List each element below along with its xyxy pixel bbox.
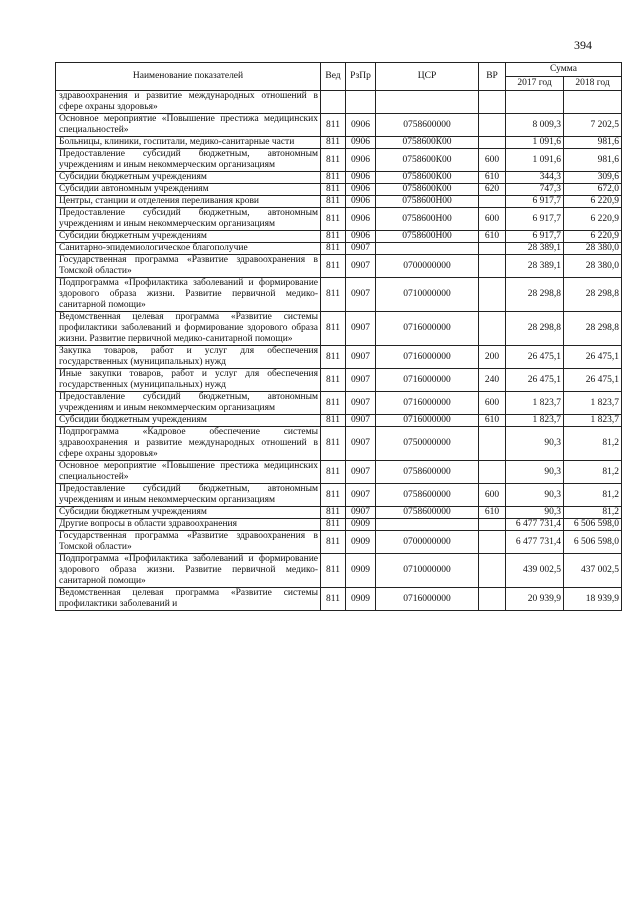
cell-vr (479, 588, 506, 611)
cell-2018: 28 380,0 (564, 255, 622, 278)
cell-ved: 811 (321, 519, 346, 531)
cell-2017: 26 475,1 (506, 346, 564, 369)
cell-2017: 344,3 (506, 172, 564, 184)
cell-vr (479, 243, 506, 255)
cell-name: Больницы, клиники, госпитали, медико-санитарные части (56, 137, 321, 149)
header-ved: Вед (321, 63, 346, 91)
cell-csr: 0700000000 (376, 255, 479, 278)
cell-2018: 1 823,7 (564, 415, 622, 427)
cell-name: Закупка товаров, работ и услуг для обеспечения государственных (муниципальных) нужд (56, 346, 321, 369)
cell-name: Подпрограмма «Профилактика заболеваний и формирование здорового образа жизни. Развитие первичной медико-санитарной помощи» (56, 554, 321, 588)
cell-2018: 81,2 (564, 484, 622, 507)
cell-rzpr: 0906 (346, 208, 376, 231)
cell-rzpr: 0906 (346, 231, 376, 243)
cell-vr (479, 461, 506, 484)
cell-2017: 28 298,8 (506, 278, 564, 312)
cell-rzpr: 0907 (346, 392, 376, 415)
cell-2017: 6 477 731,4 (506, 531, 564, 554)
cell-rzpr: 0906 (346, 137, 376, 149)
cell-csr: 0758600Н00 (376, 196, 479, 208)
cell-2018: 6 220,9 (564, 196, 622, 208)
cell-2017: 90,3 (506, 507, 564, 519)
table-row (56, 588, 622, 611)
cell-2018: 7 202,5 (564, 114, 622, 137)
cell-ved: 811 (321, 231, 346, 243)
cell-2018: 18 939,9 (564, 588, 622, 611)
table-row (56, 231, 622, 243)
cell-vr: 600 (479, 392, 506, 415)
cell-2017: 90,3 (506, 484, 564, 507)
cell-2018 (564, 91, 622, 114)
cell-rzpr: 0907 (346, 255, 376, 278)
cell-vr (479, 137, 506, 149)
cell-name: здравоохранения и развитие международных отношений в сфере охраны здоровья» (56, 91, 321, 114)
cell-name: Подпрограмма «Профилактика заболеваний и формирование здорового образа жизни. Развитие первичной медико-санитарной помощи» (56, 278, 321, 312)
cell-csr: 0758600К00 (376, 172, 479, 184)
cell-2018: 6 220,9 (564, 208, 622, 231)
cell-csr: 0716000000 (376, 588, 479, 611)
cell-2018: 672,0 (564, 184, 622, 196)
cell-name: Ведомственная целевая программа «Развитие системы профилактики заболеваний и формирование здорового образа жизни. Развитие первичной медико-санитарной помощи» (56, 312, 321, 346)
cell-csr: 0758600К00 (376, 184, 479, 196)
table-row (56, 461, 622, 484)
cell-name: Субсидии бюджетным учреждениям (56, 415, 321, 427)
table-row (56, 114, 622, 137)
table-row (56, 415, 622, 427)
cell-2017: 6 917,7 (506, 231, 564, 243)
cell-2018: 26 475,1 (564, 369, 622, 392)
cell-ved: 811 (321, 554, 346, 588)
cell-csr: 0758600К00 (376, 137, 479, 149)
cell-ved: 811 (321, 507, 346, 519)
cell-ved: 811 (321, 427, 346, 461)
cell-2017 (506, 91, 564, 114)
header-csr: ЦСР (376, 63, 479, 91)
table-row (56, 243, 622, 255)
cell-csr: 0758600К00 (376, 149, 479, 172)
cell-name: Основное мероприятие «Повышение престижа медицинских специальностей» (56, 461, 321, 484)
cell-rzpr: 0906 (346, 149, 376, 172)
header-name: Наименование показателей (56, 63, 321, 91)
cell-2017: 20 939,9 (506, 588, 564, 611)
header-year-2017: 2017 год (506, 77, 564, 91)
table-row (56, 137, 622, 149)
cell-csr: 0716000000 (376, 346, 479, 369)
table-row (56, 172, 622, 184)
cell-name: Предоставление субсидий бюджетным, автономным учреждениям и иным некоммерческим организациям (56, 392, 321, 415)
cell-rzpr: 0909 (346, 554, 376, 588)
page-number: 394 (574, 38, 592, 52)
cell-vr: 610 (479, 507, 506, 519)
cell-name: Предоставление субсидий бюджетным, автономным учреждениям и иным некоммерческим организациям (56, 149, 321, 172)
header-sum: Сумма (506, 63, 622, 77)
table-row (56, 392, 622, 415)
cell-vr: 600 (479, 149, 506, 172)
table-row (56, 149, 622, 172)
cell-rzpr: 0907 (346, 346, 376, 369)
table-row (56, 278, 622, 312)
cell-2017: 1 823,7 (506, 392, 564, 415)
cell-ved: 811 (321, 392, 346, 415)
cell-name: Субсидии автономным учреждениям (56, 184, 321, 196)
cell-rzpr: 0907 (346, 243, 376, 255)
cell-name: Государственная программа «Развитие здравоохранения в Томской области» (56, 531, 321, 554)
cell-name: Иные закупки товаров, работ и услуг для обеспечения государственных (муниципальных) нужд (56, 369, 321, 392)
table-row (56, 196, 622, 208)
cell-2017: 747,3 (506, 184, 564, 196)
cell-vr: 610 (479, 172, 506, 184)
cell-2017: 26 475,1 (506, 369, 564, 392)
table-row (56, 507, 622, 519)
cell-rzpr: 0906 (346, 172, 376, 184)
cell-ved: 811 (321, 588, 346, 611)
cell-ved: 811 (321, 461, 346, 484)
cell-2018: 81,2 (564, 427, 622, 461)
cell-rzpr: 0907 (346, 369, 376, 392)
cell-csr: 0716000000 (376, 369, 479, 392)
cell-2017: 1 823,7 (506, 415, 564, 427)
cell-csr (376, 243, 479, 255)
cell-rzpr: 0909 (346, 531, 376, 554)
header-vr: ВР (479, 63, 506, 91)
cell-vr (479, 278, 506, 312)
cell-csr: 0758600000 (376, 507, 479, 519)
cell-vr (479, 312, 506, 346)
table-row (56, 531, 622, 554)
cell-vr: 200 (479, 346, 506, 369)
cell-ved: 811 (321, 114, 346, 137)
cell-2017: 90,3 (506, 427, 564, 461)
cell-2017: 1 091,6 (506, 137, 564, 149)
cell-rzpr (346, 91, 376, 114)
header-year-2018: 2018 год (564, 77, 622, 91)
cell-csr: 0700000000 (376, 531, 479, 554)
cell-name: Субсидии бюджетным учреждениям (56, 507, 321, 519)
cell-vr (479, 427, 506, 461)
cell-name: Предоставление субсидий бюджетным, автономным учреждениям и иным некоммерческим организациям (56, 484, 321, 507)
table-row (56, 255, 622, 278)
cell-csr: 0710000000 (376, 554, 479, 588)
cell-vr (479, 255, 506, 278)
cell-csr: 0716000000 (376, 312, 479, 346)
cell-rzpr: 0907 (346, 312, 376, 346)
table-row (56, 91, 622, 114)
cell-ved: 811 (321, 172, 346, 184)
cell-ved: 811 (321, 415, 346, 427)
cell-rzpr: 0906 (346, 196, 376, 208)
cell-csr: 0710000000 (376, 278, 479, 312)
cell-ved: 811 (321, 184, 346, 196)
cell-2017: 28 389,1 (506, 243, 564, 255)
cell-csr: 0750000000 (376, 427, 479, 461)
header-rzpr: РзПр (346, 63, 376, 91)
cell-csr (376, 519, 479, 531)
table-row (56, 369, 622, 392)
cell-2018: 81,2 (564, 507, 622, 519)
cell-ved (321, 91, 346, 114)
cell-rzpr: 0909 (346, 588, 376, 611)
table-body (56, 91, 622, 611)
cell-rzpr: 0907 (346, 415, 376, 427)
cell-2017: 6 917,7 (506, 208, 564, 231)
cell-rzpr: 0906 (346, 114, 376, 137)
cell-2018: 6 506 598,0 (564, 519, 622, 531)
cell-rzpr: 0909 (346, 519, 376, 531)
cell-rzpr: 0907 (346, 427, 376, 461)
cell-rzpr: 0907 (346, 484, 376, 507)
cell-name: Предоставление субсидий бюджетным, автономным учреждениям и иным некоммерческим организациям (56, 208, 321, 231)
cell-2018: 981,6 (564, 149, 622, 172)
cell-2018: 309,6 (564, 172, 622, 184)
table-row (56, 184, 622, 196)
cell-name: Центры, станции и отделения переливания крови (56, 196, 321, 208)
cell-2017: 8 009,3 (506, 114, 564, 137)
cell-2017: 90,3 (506, 461, 564, 484)
cell-csr: 0758600000 (376, 114, 479, 137)
cell-vr: 610 (479, 415, 506, 427)
cell-2018: 81,2 (564, 461, 622, 484)
cell-2018: 28 298,8 (564, 278, 622, 312)
cell-name: Подпрограмма «Кадровое обеспечение системы здравоохранения и развитие международных отношений в сфере охраны здоровья» (56, 427, 321, 461)
cell-csr: 0758600000 (376, 484, 479, 507)
cell-csr (376, 91, 479, 114)
cell-ved: 811 (321, 243, 346, 255)
cell-name: Другие вопросы в области здравоохранения (56, 519, 321, 531)
table-row (56, 554, 622, 588)
cell-2017: 28 298,8 (506, 312, 564, 346)
cell-csr: 0716000000 (376, 415, 479, 427)
cell-rzpr: 0906 (346, 184, 376, 196)
cell-2017: 6 477 731,4 (506, 519, 564, 531)
cell-name: Основное мероприятие «Повышение престижа медицинских специальностей» (56, 114, 321, 137)
cell-2018: 6 506 598,0 (564, 531, 622, 554)
cell-rzpr: 0907 (346, 278, 376, 312)
cell-name: Субсидии бюджетным учреждениям (56, 231, 321, 243)
cell-2017: 28 389,1 (506, 255, 564, 278)
cell-rzpr: 0907 (346, 461, 376, 484)
cell-name: Субсидии бюджетным учреждениям (56, 172, 321, 184)
cell-ved: 811 (321, 255, 346, 278)
cell-ved: 811 (321, 196, 346, 208)
cell-2018: 28 380,0 (564, 243, 622, 255)
cell-name: Государственная программа «Развитие здравоохранения в Томской области» (56, 255, 321, 278)
table-row (56, 519, 622, 531)
cell-ved: 811 (321, 137, 346, 149)
table-row (56, 346, 622, 369)
cell-ved: 811 (321, 208, 346, 231)
cell-csr: 0758600Н00 (376, 231, 479, 243)
cell-2017: 1 091,6 (506, 149, 564, 172)
cell-vr: 610 (479, 231, 506, 243)
cell-2018: 981,6 (564, 137, 622, 149)
cell-vr: 600 (479, 208, 506, 231)
cell-vr (479, 91, 506, 114)
cell-ved: 811 (321, 149, 346, 172)
cell-name: Ведомственная целевая программа «Развитие системы профилактики заболеваний и (56, 588, 321, 611)
budget-table (55, 62, 622, 611)
cell-ved: 811 (321, 484, 346, 507)
table-row (56, 484, 622, 507)
cell-vr: 240 (479, 369, 506, 392)
cell-2018: 6 220,9 (564, 231, 622, 243)
cell-2018: 28 298,8 (564, 312, 622, 346)
cell-rzpr: 0907 (346, 507, 376, 519)
cell-ved: 811 (321, 346, 346, 369)
cell-vr (479, 196, 506, 208)
cell-2018: 437 002,5 (564, 554, 622, 588)
cell-ved: 811 (321, 369, 346, 392)
cell-csr: 0716000000 (376, 392, 479, 415)
cell-2018: 26 475,1 (564, 346, 622, 369)
cell-csr: 0758600Н00 (376, 208, 479, 231)
cell-ved: 811 (321, 278, 346, 312)
table-row (56, 312, 622, 346)
cell-csr: 0758600000 (376, 461, 479, 484)
cell-2017: 6 917,7 (506, 196, 564, 208)
table-row (56, 208, 622, 231)
cell-vr: 620 (479, 184, 506, 196)
cell-vr: 600 (479, 484, 506, 507)
table-row (56, 427, 622, 461)
cell-2017: 439 002,5 (506, 554, 564, 588)
cell-name: Санитарно-эпидемиологическое благополучие (56, 243, 321, 255)
cell-vr (479, 519, 506, 531)
cell-ved: 811 (321, 312, 346, 346)
cell-vr (479, 114, 506, 137)
cell-vr (479, 531, 506, 554)
cell-vr (479, 554, 506, 588)
cell-ved: 811 (321, 531, 346, 554)
cell-2018: 1 823,7 (564, 392, 622, 415)
